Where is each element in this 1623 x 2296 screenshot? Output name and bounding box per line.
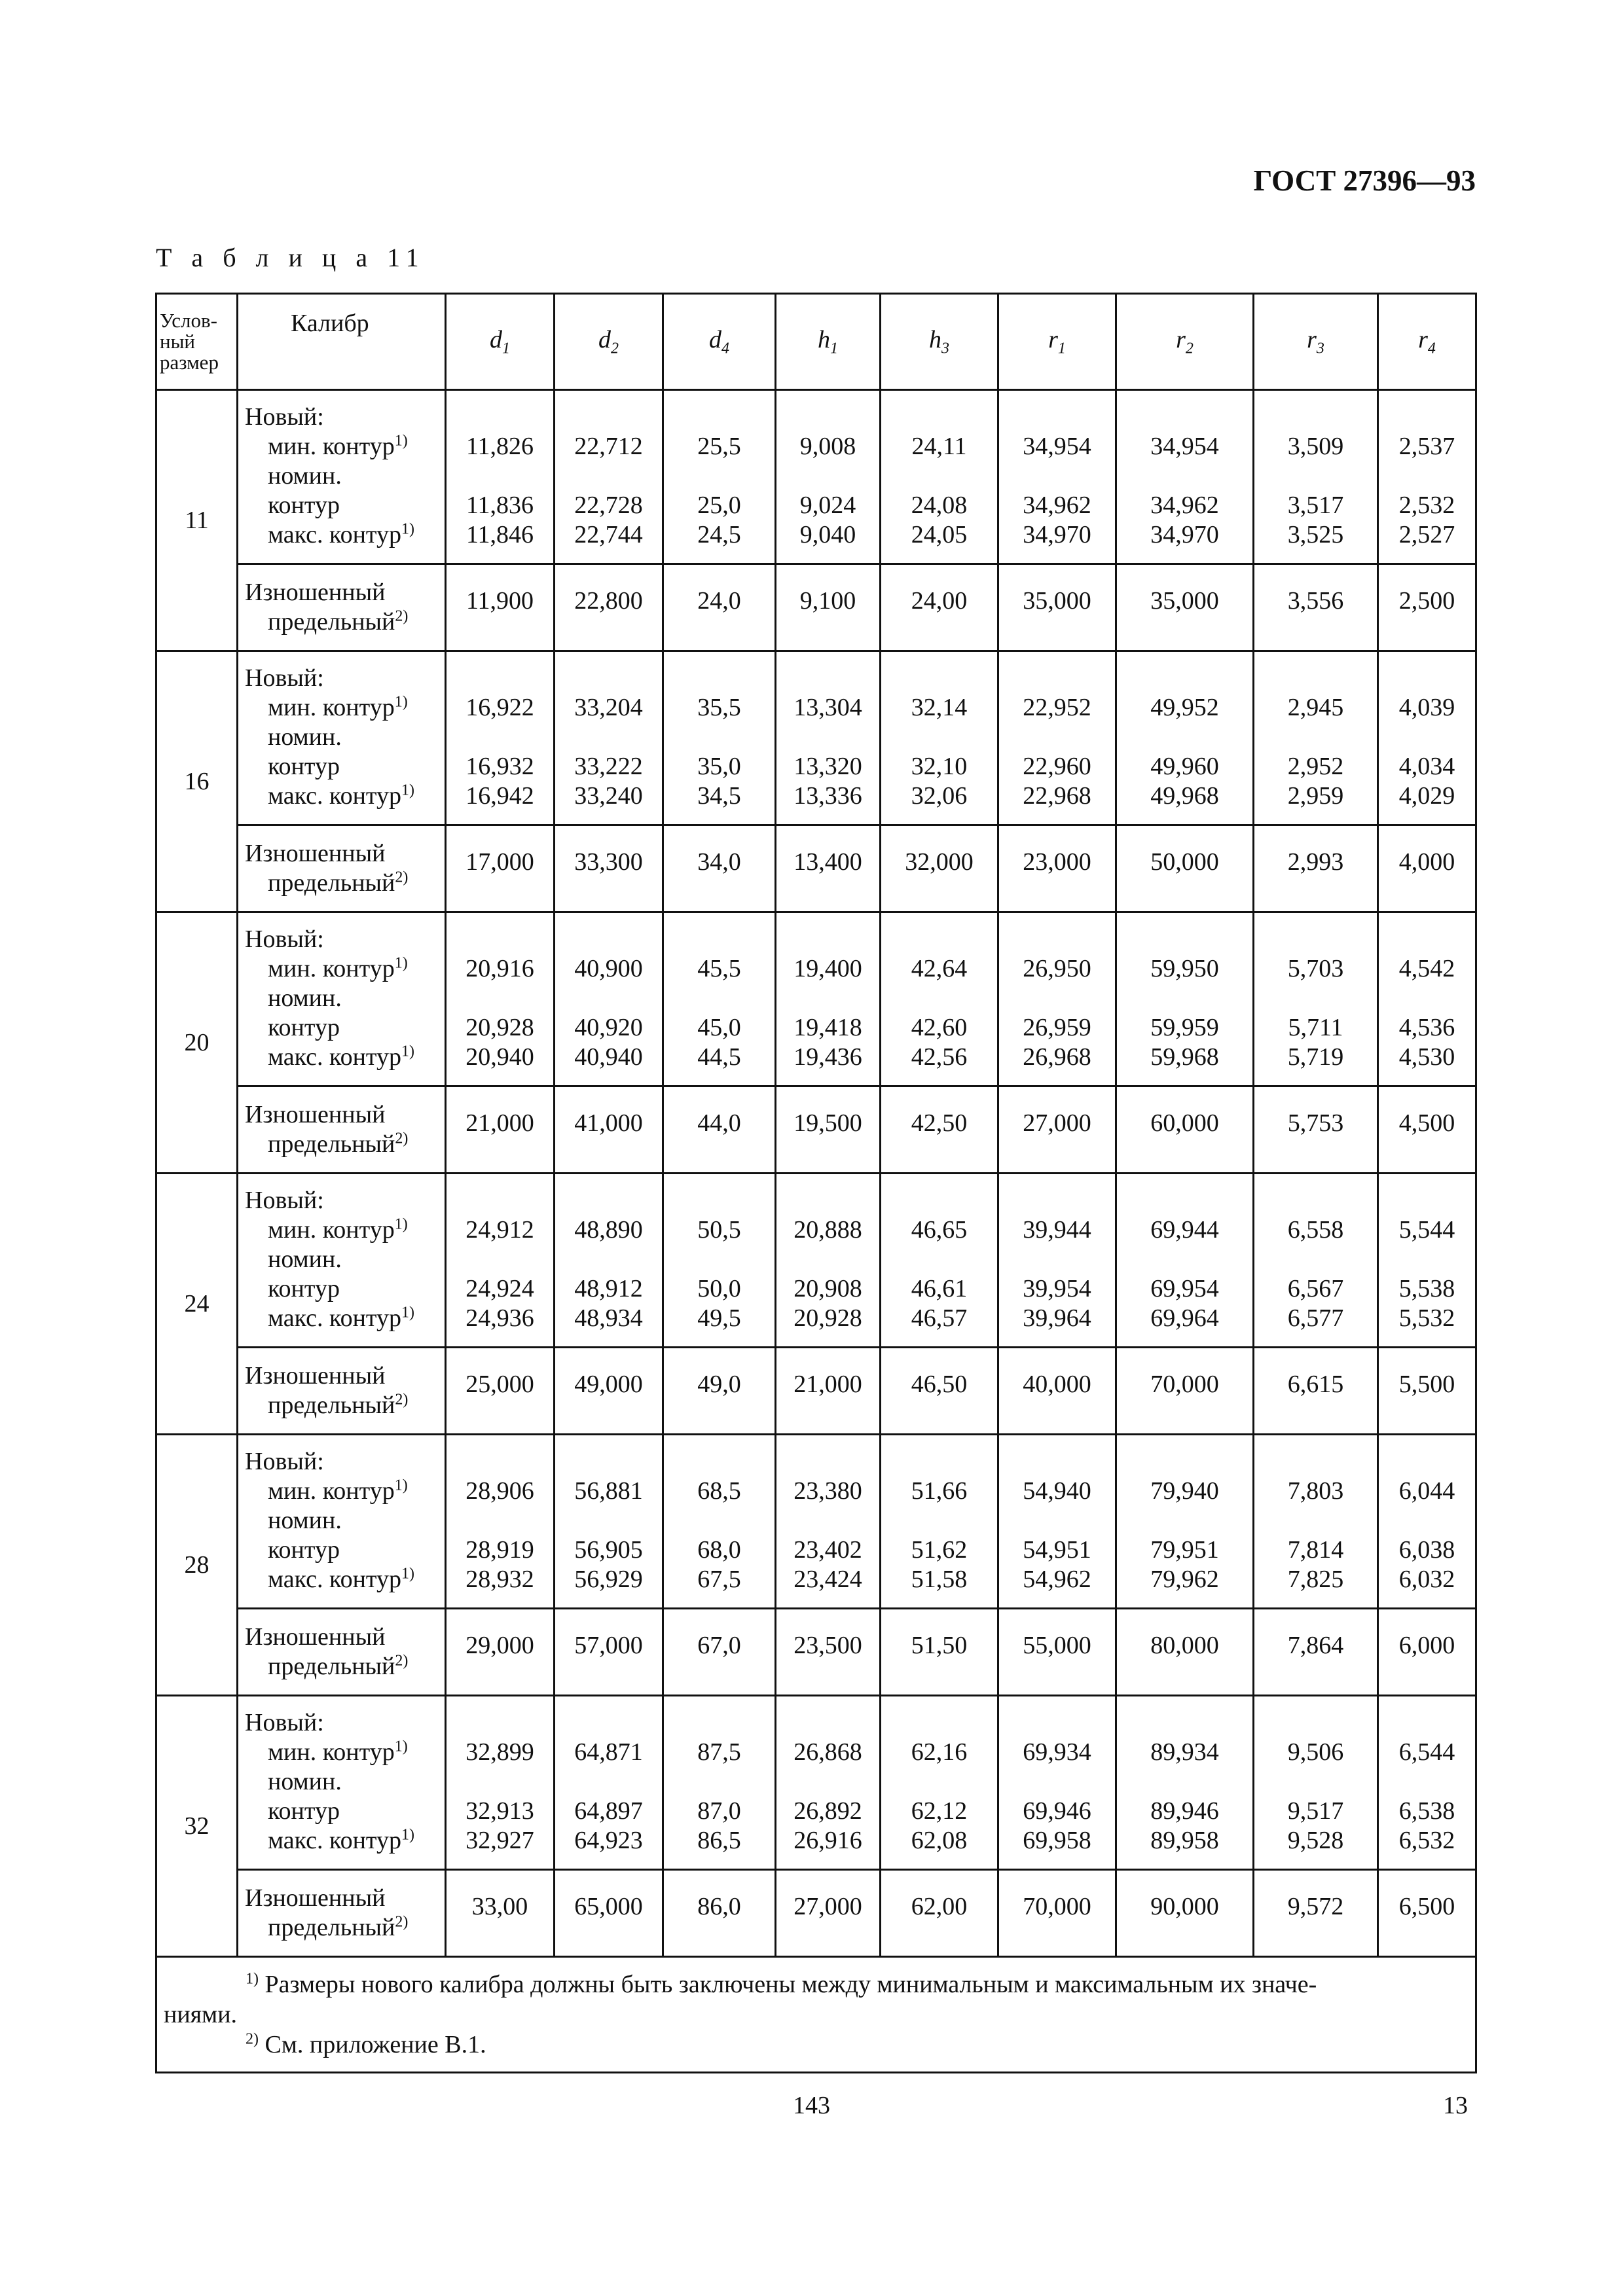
value-cell: 4,000: [1378, 825, 1476, 912]
value-cell: 11,826 11,836 11,846: [446, 390, 555, 564]
value-cell: 25,000: [446, 1348, 555, 1435]
value-cell: 35,5 35,0 34,5: [663, 651, 776, 825]
value-cell: 9,572: [1254, 1870, 1378, 1957]
value-cell: 69,934 69,946 69,958: [998, 1696, 1116, 1870]
col-header-size: Услов- ный размер: [156, 294, 238, 390]
value-cell: 19,400 19,418 19,436: [776, 912, 881, 1086]
value-cell: 57,000: [555, 1609, 663, 1696]
value-cell: 24,00: [881, 564, 998, 651]
value-cell: 2,945 2,952 2,959: [1254, 651, 1378, 825]
value-cell: 40,000: [998, 1348, 1116, 1435]
value-cell: 6,558 6,567 6,577: [1254, 1174, 1378, 1348]
value-cell: 50,5 50,0 49,5: [663, 1174, 776, 1348]
value-cell: 33,300: [555, 825, 663, 912]
value-cell: 5,703 5,711 5,719: [1254, 912, 1378, 1086]
value-cell: 28,906 28,919 28,932: [446, 1435, 555, 1609]
value-cell: 49,000: [555, 1348, 663, 1435]
new-gauge-label: Новый: мин. контур$^{1)}$ номин. контур макс. контур$^{1)}$: [238, 1696, 446, 1870]
value-cell: 6,500: [1378, 1870, 1476, 1957]
value-cell: 69,944 69,954 69,964: [1116, 1174, 1254, 1348]
value-cell: 41,000: [555, 1086, 663, 1174]
value-cell: 89,934 89,946 89,958: [1116, 1696, 1254, 1870]
footnote-1-cont: ниями.: [164, 2001, 238, 2028]
new-gauge-label: Новый: мин. контур$^{1)}$ номин. контур макс. контур$^{1)}$: [238, 1435, 446, 1609]
page-number-center: 143: [793, 2092, 830, 2119]
value-cell: 5,544 5,538 5,532: [1378, 1174, 1476, 1348]
value-cell: 24,11 24,08 24,05: [881, 390, 998, 564]
value-cell: 34,0: [663, 825, 776, 912]
value-cell: 26,868 26,892 26,916: [776, 1696, 881, 1870]
nominal-size-cell: 16: [156, 651, 238, 912]
value-cell: 7,864: [1254, 1609, 1378, 1696]
value-cell: 24,912 24,924 24,936: [446, 1174, 555, 1348]
worn-gauge-row: [156, 825, 1476, 912]
value-cell: 54,940 54,951 54,962: [998, 1435, 1116, 1609]
value-cell: 46,65 46,61 46,57: [881, 1174, 998, 1348]
value-cell: 3,509 3,517 3,525: [1254, 390, 1378, 564]
value-cell: 17,000: [446, 825, 555, 912]
value-cell: 42,64 42,60 42,56: [881, 912, 998, 1086]
worn-gauge-label: Изношенный предельный$^{2)}$: [238, 1609, 446, 1696]
gauge-table: [155, 293, 1477, 2073]
value-cell: 4,500: [1378, 1086, 1476, 1174]
value-cell: 70,000: [998, 1870, 1116, 1957]
value-cell: 51,50: [881, 1609, 998, 1696]
value-cell: 62,00: [881, 1870, 998, 1957]
value-cell: 68,5 68,0 67,5: [663, 1435, 776, 1609]
value-cell: 55,000: [998, 1609, 1116, 1696]
value-cell: 9,100: [776, 564, 881, 651]
value-cell: 34,954 34,962 34,970: [998, 390, 1116, 564]
value-cell: 62,16 62,12 62,08: [881, 1696, 998, 1870]
value-cell: 44,0: [663, 1086, 776, 1174]
value-cell: 7,803 7,814 7,825: [1254, 1435, 1378, 1609]
value-cell: 65,000: [555, 1870, 663, 1957]
worn-gauge-row: [156, 564, 1476, 651]
col-header-d4: $d_4$: [663, 294, 776, 390]
col-header-d2: $d_2$: [555, 294, 663, 390]
worn-gauge-row: [156, 1609, 1476, 1696]
value-cell: 50,000: [1116, 825, 1254, 912]
value-cell: 23,380 23,402 23,424: [776, 1435, 881, 1609]
value-cell: 40,900 40,920 40,940: [555, 912, 663, 1086]
footnotes: [156, 1957, 1476, 2073]
value-cell: 79,940 79,951 79,962: [1116, 1435, 1254, 1609]
value-cell: 13,400: [776, 825, 881, 912]
value-cell: 33,00: [446, 1870, 555, 1957]
worn-gauge-label: Изношенный предельный$^{2)}$: [238, 825, 446, 912]
value-cell: 39,944 39,954 39,964: [998, 1174, 1116, 1348]
value-cell: 4,039 4,034 4,029: [1378, 651, 1476, 825]
value-cell: 16,922 16,932 16,942: [446, 651, 555, 825]
value-cell: 6,615: [1254, 1348, 1378, 1435]
value-cell: 64,871 64,897 64,923: [555, 1696, 663, 1870]
col-header-gauge: Калибр: [238, 294, 446, 390]
value-cell: 46,50: [881, 1348, 998, 1435]
nominal-size-cell: 28: [156, 1435, 238, 1696]
value-cell: 21,000: [776, 1348, 881, 1435]
footnote-2: $^{2)}$ См. приложение В.1.: [246, 2030, 486, 2058]
value-cell: 48,890 48,912 48,934: [555, 1174, 663, 1348]
value-cell: 25,5 25,0 24,5: [663, 390, 776, 564]
value-cell: 21,000: [446, 1086, 555, 1174]
footnotes-row: [156, 1957, 1476, 2073]
value-cell: 87,5 87,0 86,5: [663, 1696, 776, 1870]
new-gauge-row: [156, 651, 1476, 825]
value-cell: 23,000: [998, 825, 1116, 912]
new-gauge-label: Новый: мин. контур$^{1)}$ номин. контур макс. контур$^{1)}$: [238, 1174, 446, 1348]
table-title: Т а б л и ц а 11: [156, 243, 426, 272]
worn-gauge-label: Изношенный предельный$^{2)}$: [238, 1870, 446, 1957]
value-cell: 45,5 45,0 44,5: [663, 912, 776, 1086]
value-cell: 29,000: [446, 1609, 555, 1696]
value-cell: 80,000: [1116, 1609, 1254, 1696]
value-cell: 2,993: [1254, 825, 1378, 912]
worn-gauge-row: [156, 1870, 1476, 1957]
header-row: [156, 294, 1476, 390]
value-cell: 24,0: [663, 564, 776, 651]
value-cell: 32,899 32,913 32,927: [446, 1696, 555, 1870]
new-gauge-row: [156, 1174, 1476, 1348]
value-cell: 42,50: [881, 1086, 998, 1174]
nominal-size-cell: 11: [156, 390, 238, 651]
value-cell: 6,044 6,038 6,032: [1378, 1435, 1476, 1609]
new-gauge-row: [156, 1696, 1476, 1870]
worn-gauge-row: [156, 1348, 1476, 1435]
col-header-h1: $h_1$: [776, 294, 881, 390]
value-cell: 90,000: [1116, 1870, 1254, 1957]
worn-gauge-label: Изношенный предельный$^{2)}$: [238, 564, 446, 651]
nominal-size-cell: 20: [156, 912, 238, 1174]
value-cell: 67,0: [663, 1609, 776, 1696]
col-header-d1: $d_1$: [446, 294, 555, 390]
worn-gauge-row: [156, 1086, 1476, 1174]
col-header-h3: $h_3$: [881, 294, 998, 390]
worn-gauge-label: Изношенный предельный$^{2)}$: [238, 1086, 446, 1174]
value-cell: 51,66 51,62 51,58: [881, 1435, 998, 1609]
value-cell: 35,000: [1116, 564, 1254, 651]
col-header-r4: $r_4$: [1378, 294, 1476, 390]
new-gauge-row: [156, 912, 1476, 1086]
value-cell: 5,500: [1378, 1348, 1476, 1435]
value-cell: 11,900: [446, 564, 555, 651]
value-cell: 5,753: [1254, 1086, 1378, 1174]
value-cell: 56,881 56,905 56,929: [555, 1435, 663, 1609]
value-cell: 49,952 49,960 49,968: [1116, 651, 1254, 825]
page-number-right: 13: [1443, 2092, 1468, 2119]
new-gauge-row: [156, 390, 1476, 564]
value-cell: 19,500: [776, 1086, 881, 1174]
value-cell: 3,556: [1254, 564, 1378, 651]
value-cell: 32,14 32,10 32,06: [881, 651, 998, 825]
value-cell: 2,537 2,532 2,527: [1378, 390, 1476, 564]
value-cell: 22,952 22,960 22,968: [998, 651, 1116, 825]
value-cell: 23,500: [776, 1609, 881, 1696]
value-cell: 22,712 22,728 22,744: [555, 390, 663, 564]
value-cell: 6,000: [1378, 1609, 1476, 1696]
value-cell: 70,000: [1116, 1348, 1254, 1435]
standard-number: ГОСТ 27396—93: [1253, 164, 1476, 197]
value-cell: 26,950 26,959 26,968: [998, 912, 1116, 1086]
new-gauge-row: [156, 1435, 1476, 1609]
value-cell: 13,304 13,320 13,336: [776, 651, 881, 825]
value-cell: 27,000: [776, 1870, 881, 1957]
footnote-1: $^{1)}$ Размеры нового калибра должны быть заключены между минимальным и максимальным их значе-: [246, 1970, 1317, 1998]
new-gauge-label: Новый: мин. контур$^{1)}$ номин. контур макс. контур$^{1)}$: [238, 912, 446, 1086]
nominal-size-cell: 32: [156, 1696, 238, 1957]
value-cell: 27,000: [998, 1086, 1116, 1174]
worn-gauge-label: Изношенный предельный$^{2)}$: [238, 1348, 446, 1435]
new-gauge-label: Новый: мин. контур$^{1)}$ номин. контур макс. контур$^{1)}$: [238, 651, 446, 825]
value-cell: 20,916 20,928 20,940: [446, 912, 555, 1086]
col-header-r3: $r_3$: [1254, 294, 1378, 390]
value-cell: 33,204 33,222 33,240: [555, 651, 663, 825]
value-cell: 6,544 6,538 6,532: [1378, 1696, 1476, 1870]
new-gauge-label: Новый: мин. контур$^{1)}$ номин. контур макс. контур$^{1)}$: [238, 390, 446, 564]
value-cell: 34,954 34,962 34,970: [1116, 390, 1254, 564]
value-cell: 22,800: [555, 564, 663, 651]
value-cell: 20,888 20,908 20,928: [776, 1174, 881, 1348]
value-cell: 32,000: [881, 825, 998, 912]
value-cell: 9,506 9,517 9,528: [1254, 1696, 1378, 1870]
value-cell: 9,008 9,024 9,040: [776, 390, 881, 564]
value-cell: 2,500: [1378, 564, 1476, 651]
value-cell: 60,000: [1116, 1086, 1254, 1174]
col-header-r1: $r_1$: [998, 294, 1116, 390]
value-cell: 4,542 4,536 4,530: [1378, 912, 1476, 1086]
value-cell: 35,000: [998, 564, 1116, 651]
value-cell: 49,0: [663, 1348, 776, 1435]
value-cell: 59,950 59,959 59,968: [1116, 912, 1254, 1086]
col-header-r2: $r_2$: [1116, 294, 1254, 390]
nominal-size-cell: 24: [156, 1174, 238, 1435]
value-cell: 86,0: [663, 1870, 776, 1957]
